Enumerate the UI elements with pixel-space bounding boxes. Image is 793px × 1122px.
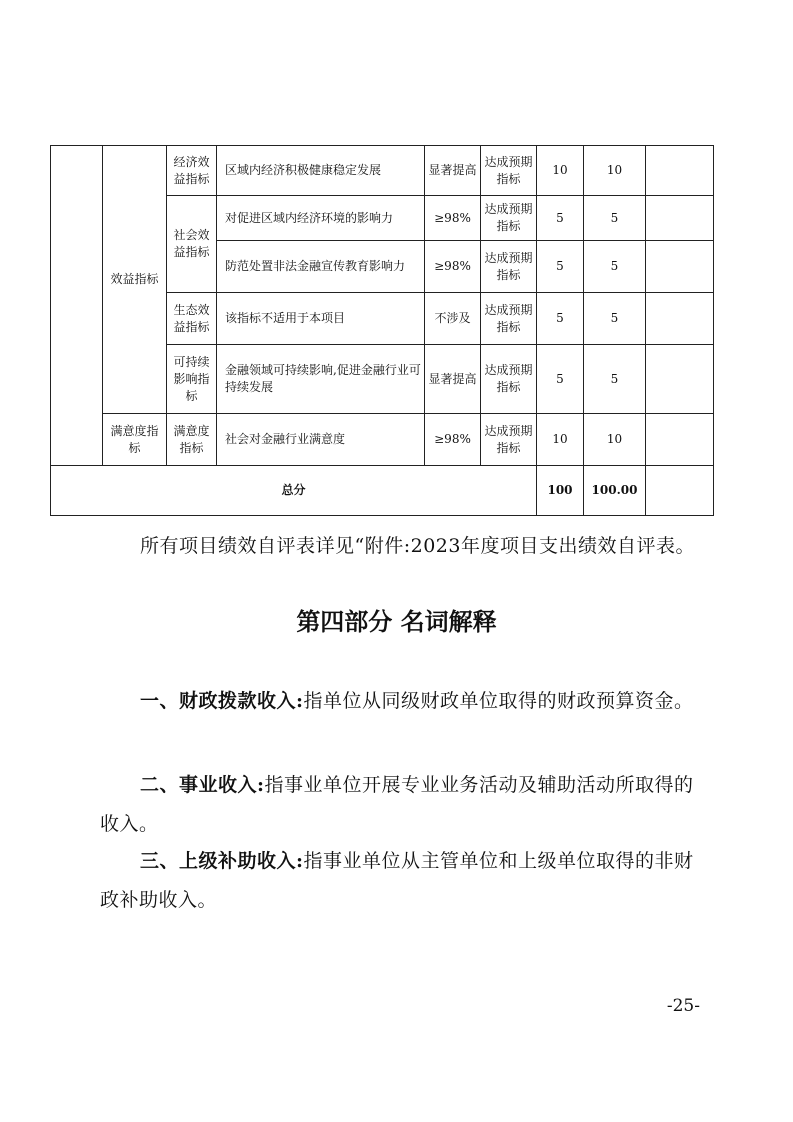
weight-cell: 5 xyxy=(537,345,584,414)
subcategory-cell: 可持续影响指标 xyxy=(167,345,217,414)
score-cell: 5 xyxy=(584,196,646,241)
result-cell: 达成预期指标 xyxy=(481,241,537,293)
definition-item xyxy=(100,766,700,844)
performance-table xyxy=(50,145,714,516)
score-cell: 5 xyxy=(584,345,646,414)
attachment-note: 所有项目绩效自评表详见“附件:2023年度项目支出绩效自评表。 xyxy=(140,535,695,557)
table-row xyxy=(51,146,714,196)
definition-item xyxy=(100,682,700,721)
total-weight: 100 xyxy=(537,466,584,516)
category-cell: 效益指标 xyxy=(103,146,167,414)
definition-text: 指单位从同级财政单位取得的财政预算资金。 xyxy=(303,690,694,712)
total-label: 总分 xyxy=(51,466,537,516)
weight-cell: 5 xyxy=(537,196,584,241)
target-cell: 显著提高 xyxy=(425,146,481,196)
note-cell xyxy=(646,466,714,516)
weight-cell: 10 xyxy=(537,146,584,196)
target-cell: 显著提高 xyxy=(425,345,481,414)
indicator-cell: 对促进区域内经济环境的影响力 xyxy=(217,196,425,241)
table-row xyxy=(51,414,714,466)
definition-term: 二、事业收入: xyxy=(140,774,265,796)
result-cell: 达成预期指标 xyxy=(481,196,537,241)
category-cell: 满意度指标 xyxy=(103,414,167,466)
target-cell: 不涉及 xyxy=(425,293,481,345)
note-cell xyxy=(646,293,714,345)
subcategory-cell: 经济效益指标 xyxy=(167,146,217,196)
indicator-cell: 金融领域可持续影响,促进金融行业可持续发展 xyxy=(217,345,425,414)
note-cell xyxy=(646,241,714,293)
indicator-cell: 该指标不适用于本项目 xyxy=(217,293,425,345)
target-cell: ≥98% xyxy=(425,196,481,241)
note-cell xyxy=(646,345,714,414)
level1-cell xyxy=(51,146,103,466)
result-cell: 达成预期指标 xyxy=(481,414,537,466)
total-score: 100.00 xyxy=(584,466,646,516)
definition-term: 一、财政拨款收入: xyxy=(140,690,304,712)
target-cell: ≥98% xyxy=(425,414,481,466)
definition-item xyxy=(100,842,700,920)
total-row xyxy=(51,466,714,516)
definition-term: 三、上级补助收入: xyxy=(140,850,304,872)
subcategory-cell: 社会效益指标 xyxy=(167,196,217,293)
definition-text: 指事业单位开展专业业务活动及辅助活动所取得的收入。 xyxy=(100,774,694,835)
result-cell: 达成预期指标 xyxy=(481,345,537,414)
note-cell xyxy=(646,196,714,241)
weight-cell: 10 xyxy=(537,414,584,466)
weight-cell: 5 xyxy=(537,293,584,345)
page-number: -25- xyxy=(666,996,700,1016)
score-cell: 10 xyxy=(584,414,646,466)
indicator-cell: 防范处置非法金融宣传教育影响力 xyxy=(217,241,425,293)
section-heading: 第四部分 名词解释 xyxy=(296,607,497,636)
indicator-cell: 区域内经济积极健康稳定发展 xyxy=(217,146,425,196)
score-cell: 5 xyxy=(584,241,646,293)
definition-text: 指事业单位从主管单位和上级单位取得的非财政补助收入。 xyxy=(100,850,694,911)
score-cell: 5 xyxy=(584,293,646,345)
subcategory-cell: 满意度指标 xyxy=(167,414,217,466)
indicator-cell: 社会对金融行业满意度 xyxy=(217,414,425,466)
subcategory-cell: 生态效益指标 xyxy=(167,293,217,345)
result-cell: 达成预期指标 xyxy=(481,146,537,196)
target-cell: ≥98% xyxy=(425,241,481,293)
score-cell: 10 xyxy=(584,146,646,196)
result-cell: 达成预期指标 xyxy=(481,293,537,345)
note-cell xyxy=(646,414,714,466)
note-cell xyxy=(646,146,714,196)
weight-cell: 5 xyxy=(537,241,584,293)
